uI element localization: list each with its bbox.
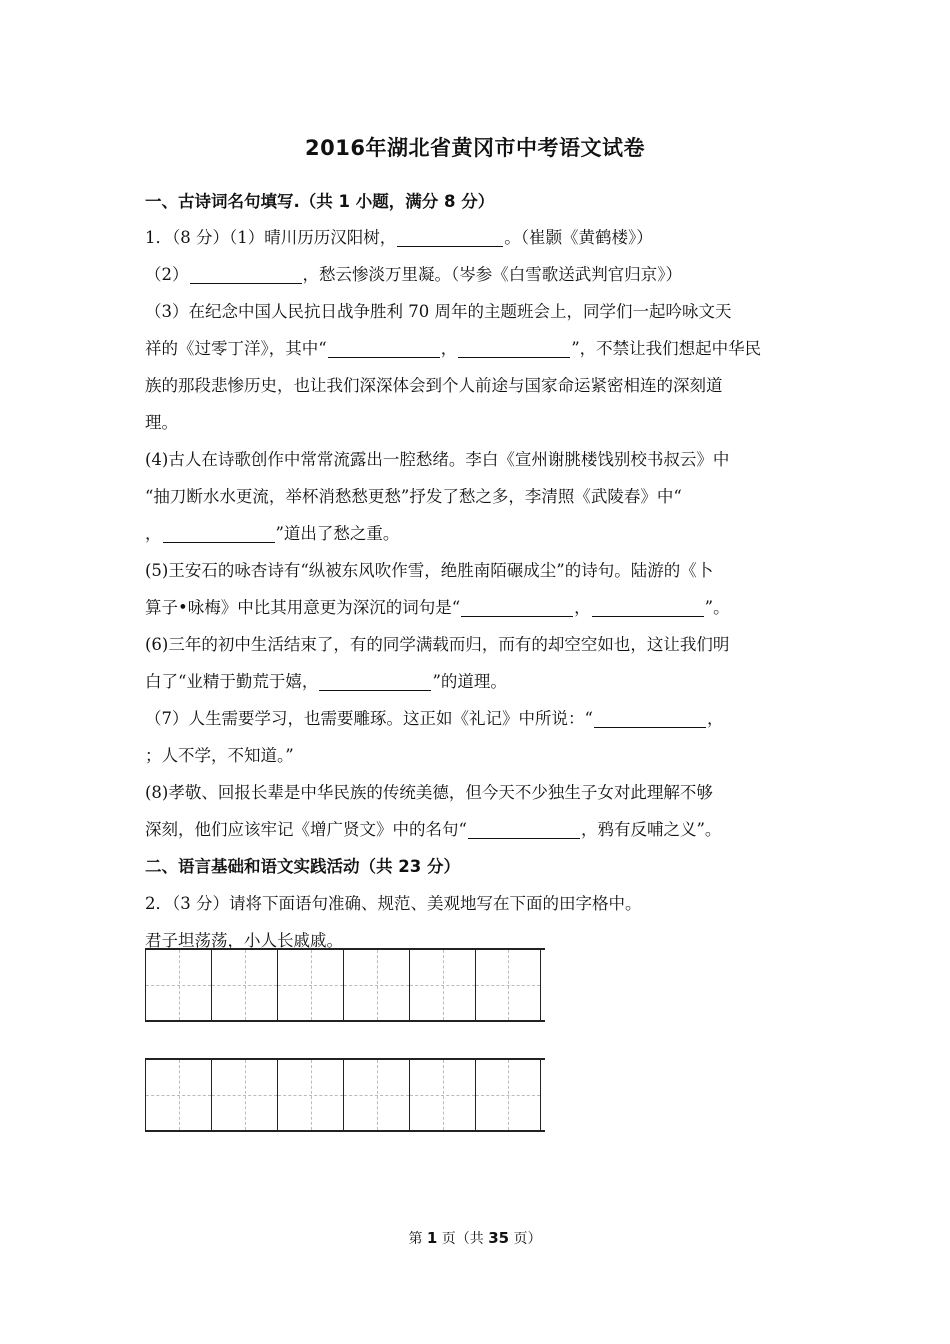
question-1-part-6-line-2: 白了“业精于勤荒于嬉， ”的道理。 bbox=[145, 672, 507, 691]
grid-cell[interactable] bbox=[277, 1060, 343, 1130]
section-heading-2: 二、语言基础和语文实践活动（共 23 分） bbox=[145, 857, 460, 876]
question-1-part-4-line-2: “抽刀断水水更流，举杯消愁愁更愁”抒发了愁之多，李清照《武陵春》中“ bbox=[145, 487, 682, 506]
answer-blank[interactable] bbox=[458, 339, 570, 358]
answer-blank[interactable] bbox=[594, 709, 706, 728]
grid-cell[interactable] bbox=[409, 950, 475, 1020]
grid-cell[interactable] bbox=[475, 950, 541, 1020]
question-1-part-7-line-1: （7）人生需要学习，也需要雕琢。这正如《礼记》中所说：“ ， bbox=[145, 709, 724, 728]
answer-blank[interactable] bbox=[468, 820, 580, 839]
current-page-number: 1 bbox=[426, 1229, 438, 1247]
answer-blank[interactable] bbox=[592, 598, 704, 617]
total-page-count: 35 bbox=[488, 1229, 510, 1247]
writing-grid-row-2[interactable] bbox=[145, 1058, 545, 1132]
answer-blank[interactable] bbox=[163, 524, 275, 543]
question-2-sentence: 君子坦荡荡，小人长戚戚。 bbox=[145, 931, 343, 950]
answer-blank[interactable] bbox=[190, 265, 302, 284]
answer-blank[interactable] bbox=[319, 672, 431, 691]
answer-blank[interactable] bbox=[461, 598, 573, 617]
grid-cell[interactable] bbox=[343, 950, 409, 1020]
grid-cell[interactable] bbox=[211, 950, 277, 1020]
page-footer: 第 1 页（共 35 页） bbox=[408, 1229, 542, 1247]
question-1-part-3-line-2: 祥的《过零丁洋》，其中“ ， ”，不禁让我们想起中华民 bbox=[145, 339, 762, 358]
section-heading-1: 一、古诗词名句填写.（共 1 小题，满分 8 分） bbox=[145, 192, 495, 211]
grid-cell[interactable] bbox=[409, 1060, 475, 1130]
question-1-part-4-line-1: (4)古人在诗歌创作中常常流露出一腔愁绪。李白《宣州谢朓楼饯别校书叔云》中 bbox=[145, 450, 730, 469]
grid-cell[interactable] bbox=[145, 1060, 211, 1130]
question-1-part-8-line-2: 深刻，他们应该牢记《增广贤文》中的名句“ ，鸦有反哺之义”。 bbox=[145, 820, 722, 839]
question-1-part-6-line-1: (6)三年的初中生活结束了，有的同学满载而归，而有的却空空如也，这让我们明 bbox=[145, 635, 730, 654]
question-1-part-1: 1．（8 分）（1）晴川历历汉阳树， 。（崔颢《黄鹤楼》） bbox=[145, 228, 653, 247]
question-1-part-4-line-3: ， ”道出了愁之重。 bbox=[145, 524, 400, 543]
question-1-part-7-line-2: ；人不学，不知道。” bbox=[145, 746, 294, 765]
question-1-part-2: （2） ，愁云惨淡万里凝。（岑参《白雪歌送武判官归京》） bbox=[145, 265, 682, 284]
grid-cell[interactable] bbox=[277, 950, 343, 1020]
question-1-part-3-line-3: 族的那段悲惨历史，也让我们深深体会到个人前途与国家命运紧密相连的深刻道 bbox=[145, 376, 723, 395]
page-title: 2016年湖北省黄冈市中考语文试卷 bbox=[305, 136, 645, 160]
answer-blank[interactable] bbox=[397, 228, 503, 247]
grid-cell[interactable] bbox=[475, 1060, 541, 1130]
grid-cell[interactable] bbox=[211, 1060, 277, 1130]
grid-cell[interactable] bbox=[145, 950, 211, 1020]
answer-blank[interactable] bbox=[328, 339, 440, 358]
grid-cell[interactable] bbox=[343, 1060, 409, 1130]
question-1-part-8-line-1: (8)孝敬、回报长辈是中华民族的传统美德，但今天不少独生子女对此理解不够 bbox=[145, 783, 713, 802]
question-1-part-3-line-4: 理。 bbox=[145, 413, 178, 432]
question-2-prompt: 2．（3 分）请将下面语句准确、规范、美观地写在下面的田字格中。 bbox=[145, 894, 642, 913]
writing-grid-row-1[interactable] bbox=[145, 948, 545, 1022]
question-1-part-5-line-1: (5)王安石的咏杏诗有“纵被东风吹作雪，绝胜南陌碾成尘”的诗句。陆游的《卜 bbox=[145, 561, 714, 580]
question-1-part-3-line-1: （3）在纪念中国人民抗日战争胜利 70 周年的主题班会上，同学们一起吟咏文天 bbox=[145, 302, 732, 321]
question-1-part-5-line-2: 算子•咏梅》中比其用意更为深沉的词句是“ ， ”。 bbox=[145, 598, 730, 617]
